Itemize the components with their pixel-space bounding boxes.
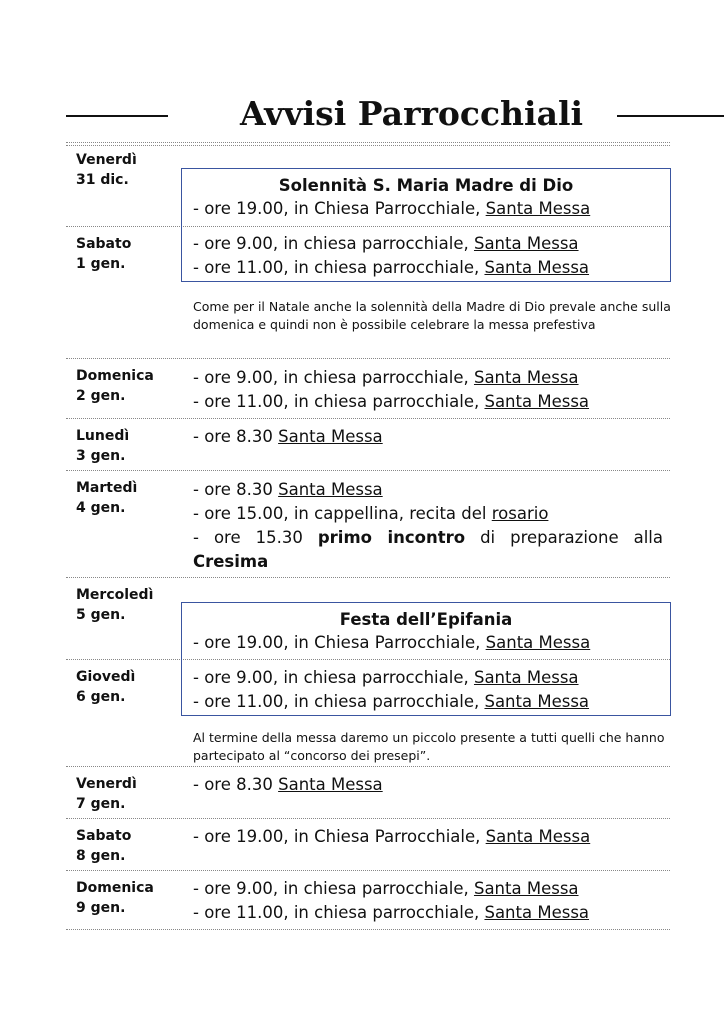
day-date: 9 gen. <box>76 900 126 916</box>
day-label <box>76 774 137 814</box>
day-name: Venerdì <box>76 776 137 792</box>
mass-link: Santa Messa <box>278 427 383 446</box>
day-name: Martedì <box>76 480 138 496</box>
day-date: 4 gen. <box>76 500 126 516</box>
schedule-line: - ore 8.30 Santa Messa <box>193 480 383 499</box>
row-divider <box>66 818 670 819</box>
note-text: Come per il Natale anche la solennità della Madre di Dio prevale anche sulla domenica e quindi non è possibile celebrare la messa prefestiva <box>193 299 671 332</box>
mass-link: Santa Messa <box>485 827 591 846</box>
day-name: Domenica <box>76 368 154 384</box>
mass-link: Santa Messa <box>473 234 579 253</box>
schedule-line: - ore 15.30 primo incontro di preparazione alla <box>193 528 663 547</box>
day-name: Domenica <box>76 880 154 896</box>
page-title: Avvisi Parrocchiali <box>240 94 584 133</box>
day-name: Venerdì <box>76 152 137 168</box>
row-divider <box>66 418 670 419</box>
note-text: Al termine della messa daremo un piccolo presente a tutti quelli che hanno partecipato al “concorso dei presepi”. <box>193 730 665 763</box>
day-date: 5 gen. <box>76 607 126 623</box>
schedule-line: - ore 19.00, in Chiesa Parrocchiale, Santa Messa <box>193 827 591 846</box>
highlight-title: Solennità S. Maria Madre di Dio <box>278 176 574 195</box>
schedule-line: - ore 9.00, in chiesa parrocchiale, Santa Messa <box>193 368 579 387</box>
mass-link: Santa Messa <box>484 903 590 922</box>
schedule-line: - ore 8.30 Santa Messa <box>193 775 383 794</box>
schedule-line: - ore 11.00, in chiesa parrocchiale, Santa Messa <box>193 258 590 277</box>
mass-link: Santa Messa <box>484 258 590 277</box>
row-divider <box>66 470 670 471</box>
mass-link: Santa Messa <box>484 692 590 711</box>
schedule-line: - ore 11.00, in chiesa parrocchiale, Santa Messa <box>193 903 590 922</box>
mass-link: Santa Messa <box>278 775 383 794</box>
schedule-line: - ore 9.00, in chiesa parrocchiale, Santa Messa <box>193 668 579 687</box>
schedule-line: - ore 11.00, in chiesa parrocchiale, Santa Messa <box>193 392 590 411</box>
mass-link: Santa Messa <box>473 879 579 898</box>
day-name: Lunedì <box>76 428 130 444</box>
rosary-link: rosario <box>491 504 549 523</box>
day-date: 7 gen. <box>76 796 126 812</box>
day-date: 6 gen. <box>76 689 126 705</box>
row-divider <box>66 929 670 930</box>
day-name: Mercoledì <box>76 587 154 603</box>
day-date: 8 gen. <box>76 848 126 864</box>
day-label <box>76 478 137 518</box>
day-label <box>76 366 154 406</box>
day-label <box>76 426 129 466</box>
page-header <box>66 92 676 138</box>
schedule-line: - ore 19.00, in Chiesa Parrocchiale, Santa Messa <box>193 633 591 652</box>
day-name: Giovedì <box>76 669 136 685</box>
day-name: Sabato <box>76 828 132 844</box>
schedule-line: Cresima <box>193 552 269 571</box>
highlight-title: Festa dell’Epifania <box>339 610 513 629</box>
day-label <box>76 667 135 707</box>
day-label <box>76 878 154 918</box>
title-rule-right <box>617 115 724 117</box>
mass-link: Santa Messa <box>278 480 383 499</box>
mass-link: Santa Messa <box>473 368 579 387</box>
day-date: 1 gen. <box>76 256 126 272</box>
day-date: 31 dic. <box>76 172 129 188</box>
day-name: Sabato <box>76 236 132 252</box>
schedule-line: - ore 8.30 Santa Messa <box>193 427 383 446</box>
day-label <box>76 826 131 866</box>
row-divider <box>66 142 670 143</box>
title-rule-left <box>66 115 168 117</box>
day-date: 3 gen. <box>76 448 126 464</box>
row-divider <box>66 577 670 578</box>
row-divider <box>66 358 670 359</box>
row-divider <box>66 870 670 871</box>
mass-link: Santa Messa <box>473 668 579 687</box>
day-label <box>76 234 131 274</box>
day-label <box>76 585 153 625</box>
schedule-line: - ore 11.00, in chiesa parrocchiale, Santa Messa <box>193 692 590 711</box>
mass-link: Santa Messa <box>485 199 591 218</box>
mass-link: Santa Messa <box>485 633 591 652</box>
schedule-line: - ore 15.00, in cappellina, recita del rosario <box>193 504 549 523</box>
row-divider <box>66 145 670 146</box>
mass-link: Santa Messa <box>484 392 590 411</box>
row-divider <box>66 766 670 767</box>
schedule-line: - ore 19.00, in Chiesa Parrocchiale, Santa Messa <box>193 199 591 218</box>
schedule-line: - ore 9.00, in chiesa parrocchiale, Santa Messa <box>193 234 579 253</box>
day-label <box>76 150 137 190</box>
schedule-line: - ore 9.00, in chiesa parrocchiale, Santa Messa <box>193 879 579 898</box>
day-date: 2 gen. <box>76 388 126 404</box>
